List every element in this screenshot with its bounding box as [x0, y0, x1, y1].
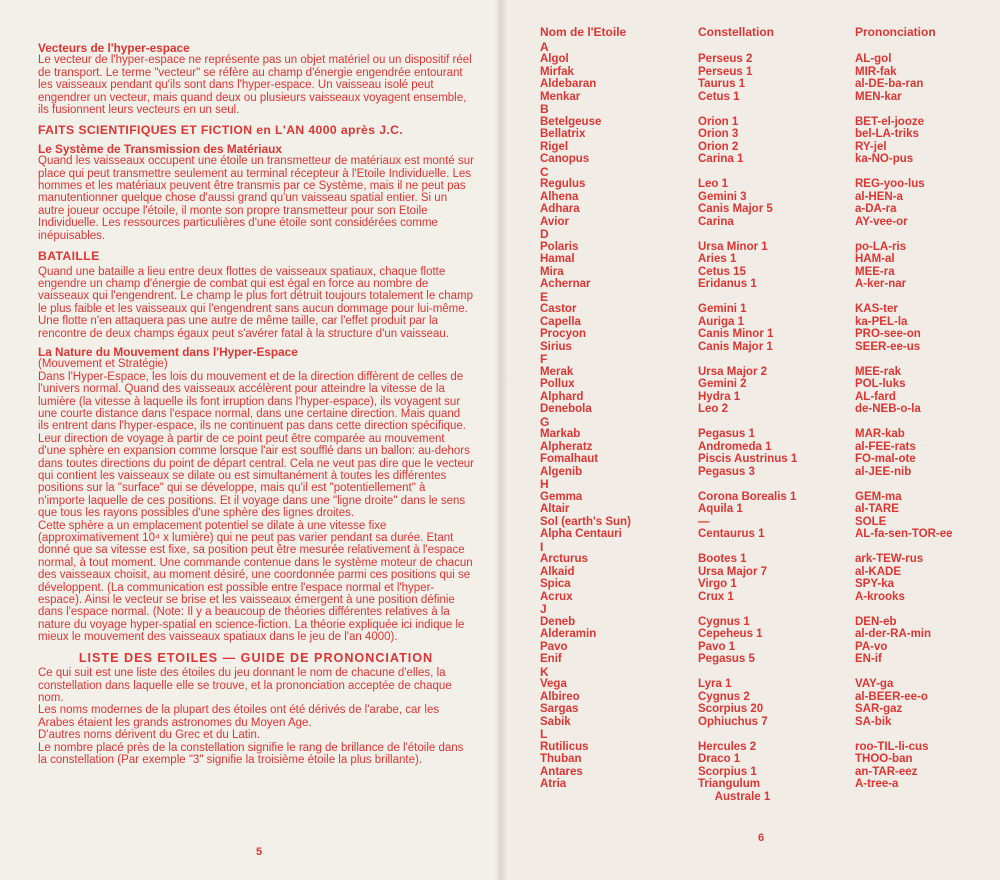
table-row: [540, 716, 980, 729]
table-row: [540, 641, 980, 654]
star-name: Gemma: [540, 490, 583, 503]
star-constellation: Orion 3: [698, 128, 739, 140]
star-constellation: Cygnus 1: [698, 615, 750, 628]
star-name: Mirfak: [540, 65, 574, 78]
table-row: [540, 528, 980, 541]
star-constellation: Ursa Major 2: [698, 365, 768, 378]
group-letter: K: [540, 664, 549, 679]
table-row: [540, 591, 980, 604]
star-pronunciation: al-JEE-nib: [855, 465, 912, 478]
letter-group-heading: [540, 291, 980, 304]
star-name: Merak: [540, 365, 574, 378]
group-letter: D: [540, 227, 549, 241]
star-pronunciation: de-NEB-o-la: [855, 403, 921, 415]
star-constellation: Perseus 1: [698, 65, 753, 78]
section-heading: BATAILLE: [38, 249, 100, 264]
letter-group-heading: [540, 228, 980, 241]
star-constellation: —: [698, 515, 710, 528]
page-number-left: 5: [256, 846, 263, 858]
table-row: [540, 216, 980, 229]
table-row: [540, 653, 980, 666]
star-pronunciation: SPY-ka: [855, 578, 894, 590]
paragraph: Quand les vaisseaux occupent une étoile un transmetteur de matériaux est monté sur place qui peut transmettre seulement au terminal récepteur à l'Etoile Individuelle. Les hommes et les matériaux peuvent être transmis par ce Système, mais il ne peut pas manutentionner quelque chose d'aussi grand qu'un vaisseau spatial entier. Si un autre joueur occupe l'étoile, il monte son propre transmetteur pour son Etoile Individuelle. Les ressources particulières d'une étoile sont considérées comme inépuisables.: [38, 155, 474, 242]
star-pronunciation: REG-yoo-lus: [855, 178, 925, 190]
star-list-table: [540, 26, 980, 803]
table-row: [540, 303, 980, 316]
star-pronunciation: A-krooks: [855, 590, 905, 603]
star-pronunciation: RY-jel: [855, 140, 887, 153]
star-pronunciation: SOLE: [855, 515, 887, 528]
table-row: [540, 766, 980, 779]
star-constellation: Auriga 1: [698, 315, 745, 328]
table-row: [540, 391, 980, 404]
table-row: [540, 191, 980, 204]
star-pronunciation: ark-TEW-rus: [855, 553, 924, 565]
star-constellation: Leo 1: [698, 178, 729, 190]
star-constellation: Draco 1: [698, 753, 741, 765]
paragraph: Ce qui suit est une liste des étoiles du jeu donnant le nom de chacune d'elles, la constellation dans laquelle elle se trouve, et la prononciation acceptée de chaque nom.: [38, 667, 452, 704]
star-name: Altair: [540, 503, 570, 515]
table-row: [540, 741, 980, 754]
star-pronunciation: MEN-kar: [855, 90, 902, 103]
star-constellation: Cepeheus 1: [698, 628, 763, 640]
star-constellation: Cygnus 2: [698, 690, 750, 703]
page-number-right: 6: [758, 832, 765, 844]
letter-group-heading: [540, 353, 980, 366]
star-name: Polaris: [540, 240, 579, 253]
star-constellation: Carina: [698, 215, 734, 228]
star-pronunciation: bel-LA-triks: [855, 128, 919, 140]
star-constellation: Aries 1: [698, 253, 737, 265]
table-row: [540, 503, 980, 516]
star-pronunciation: al-DE-ba-ran: [855, 78, 924, 90]
table-row: [540, 366, 980, 379]
star-pronunciation: al-der-RA-min: [855, 628, 932, 640]
table-row: [540, 441, 980, 454]
star-pronunciation: MIR-fak: [855, 65, 897, 78]
group-letter: G: [540, 414, 550, 429]
star-pronunciation: MEE-rak: [855, 365, 902, 378]
table-row: [540, 328, 980, 341]
paragraph: Le vecteur de l'hyper-espace ne représente pas un objet matériel ou un dispositif réel de transport. Le terme "vecteur" se réfère au champ d'énergie engendrée entourant les vaisseaux pendant qu'ils sont dans l'hyper-espace. Un vaisseau isolé peut engendrer un vecteur, mais quand deux ou plusieurs vaisseaux voyagent ensemble, ils fusionnent leurs vecteurs en un seul.: [38, 54, 472, 117]
star-constellation: Cetus 15: [698, 265, 746, 278]
star-name: Mira: [540, 265, 564, 278]
table-row: [540, 316, 980, 329]
star-name: Avior: [540, 215, 569, 228]
group-letter: H: [540, 477, 549, 491]
star-pronunciation: po-LA-ris: [855, 240, 907, 253]
star-name: Aldebaran: [540, 78, 597, 90]
group-letter: F: [540, 352, 548, 366]
star-name: Alkaid: [540, 565, 575, 578]
star-name: Betelgeuse: [540, 115, 602, 128]
star-rows: [540, 41, 980, 804]
table-row: [540, 116, 980, 129]
table-row: [540, 791, 980, 804]
star-constellation: Scorpius 1: [698, 765, 757, 778]
star-constellation: Pavo 1: [698, 640, 736, 653]
group-letter: E: [540, 289, 549, 304]
star-name: Alphard: [540, 390, 584, 403]
header-pronunciation: Prononciation: [855, 25, 936, 39]
star-name: Canopus: [540, 153, 590, 165]
letter-group-heading: [540, 541, 980, 554]
star-constellation: Hercules 2: [698, 740, 757, 753]
star-constellation: Eridanus 1: [698, 278, 757, 290]
table-row: [540, 53, 980, 66]
letter-group-heading: [540, 166, 980, 179]
star-name: Sabik: [540, 715, 571, 728]
star-constellation: Lyra 1: [698, 678, 732, 690]
star-constellation: Gemini 2: [698, 378, 747, 390]
star-constellation: Canis Minor 1: [698, 328, 774, 340]
section-subheading: Vecteurs de l'hyper-espace: [38, 41, 190, 55]
star-pronunciation: al-FEE-rats: [855, 440, 916, 453]
section-subheading: La Nature du Mouvement dans l'Hyper-Espace: [38, 344, 298, 359]
table-row: [540, 428, 980, 441]
star-name: Menkar: [540, 90, 581, 103]
star-constellation: Scorpius 20: [698, 703, 764, 715]
star-name: Acrux: [540, 590, 573, 603]
star-name: [540, 791, 689, 804]
letter-group-heading: [540, 41, 980, 54]
star-name: Achernar: [540, 278, 591, 290]
star-name: Alhena: [540, 190, 579, 203]
list-heading: LISTE DES ETOILES — GUIDE DE PRONONCIATION: [78, 650, 434, 665]
star-name: Fomalhaut: [540, 453, 599, 465]
star-name: Markab: [540, 428, 581, 440]
star-pronunciation: AL-fard: [855, 390, 896, 403]
star-constellation: Gemini 3: [698, 190, 747, 203]
star-constellation: Hydra 1: [698, 390, 741, 403]
star-constellation: Pegasus 3: [698, 465, 755, 478]
table-row: [540, 66, 980, 79]
paragraph: Les noms modernes de la plupart des étoiles ont été dérivés de l'arabe, car les Arabes étaient les grands astronomes du Moyen Age.: [38, 704, 440, 729]
table-row: [540, 516, 980, 529]
paragraph: Leur direction de voyage à partir de ce point peut être comparée au mouvement d'une sphère en expansion comme lorsque l'air est soufflé dans un ballon: au-dehors dans toutes directions du point de départ central. Cela ne veut pas dire que le vecteur qui contient les vaisseaux se dilate ou est simultanément à toutes les différentes positions sur la "surface" qui se développe, mais qu'il est "potentiellement" à n'importe laquelle de ces positions. Et il voyage dans une "ligne droite" dans le sens que tous les rayons possibles d'une sphère des lignes droites.: [38, 432, 474, 520]
star-constellation: Orion 1: [698, 115, 739, 128]
star-constellation: Carina 1: [698, 153, 744, 165]
table-row: [540, 278, 980, 291]
star-name: Capella: [540, 315, 581, 328]
star-pronunciation: ka-NO-pus: [855, 153, 914, 165]
star-constellation: Gemini 1: [698, 303, 747, 315]
star-constellation: Canis Major 1: [698, 340, 773, 353]
star-pronunciation: AL-fa-sen-TOR-ee: [855, 528, 953, 540]
star-pronunciation: AL-gol: [855, 53, 892, 65]
star-pronunciation: al-TARE: [855, 503, 899, 515]
star-constellation: Crux 1: [698, 590, 734, 603]
star-name: Sol (earth's Sun): [540, 515, 631, 528]
star-pronunciation: [862, 791, 980, 804]
star-pronunciation: VAY-ga: [855, 678, 894, 690]
star-constellation: Corona Borealis 1: [698, 490, 797, 503]
star-constellation: Orion 2: [698, 140, 739, 153]
star-name: Sargas: [540, 703, 579, 715]
star-pronunciation: SAR-gaz: [855, 703, 903, 715]
star-constellation: Australe 1: [714, 790, 771, 803]
star-constellation: Aquila 1: [698, 503, 743, 515]
star-name: Rutilicus: [540, 740, 589, 753]
star-pronunciation: A-tree-a: [855, 778, 899, 790]
table-row: [540, 203, 980, 216]
table-row: [540, 128, 980, 141]
star-name: Bellatrix: [540, 128, 586, 140]
star-constellation: Perseus 2: [698, 53, 753, 65]
star-pronunciation: AY-vee-or: [855, 215, 908, 228]
star-constellation: Centaurus 1: [698, 528, 765, 540]
table-row: [540, 378, 980, 391]
header-constellation: Constellation: [698, 25, 775, 39]
star-name: Thuban: [540, 753, 582, 765]
star-pronunciation: PA-vo: [855, 640, 888, 653]
table-row: [540, 91, 980, 104]
table-row: [540, 403, 980, 416]
star-name: Enif: [540, 653, 562, 665]
star-pronunciation: ka-PEL-la: [855, 315, 908, 328]
paragraph: (Mouvement et Stratégie): [38, 358, 168, 371]
star-pronunciation: al-HEN-a: [855, 190, 903, 203]
page-gutter: [494, 0, 508, 880]
star-name: Pavo: [540, 640, 568, 653]
letter-group-heading: [540, 103, 980, 116]
table-row: [540, 153, 980, 166]
letter-group-heading: [540, 416, 980, 429]
star-name: Alpha Centauri: [540, 528, 622, 540]
table-row: [540, 453, 980, 466]
star-pronunciation: SEER-ee-us: [855, 340, 921, 353]
star-name: Alpheratz: [540, 440, 593, 453]
star-name: Deneb: [540, 615, 576, 628]
star-name: Adhara: [540, 203, 580, 215]
table-row: [540, 178, 980, 191]
star-pronunciation: an-TAR-eez: [855, 765, 918, 778]
star-pronunciation: BET-el-jooze: [855, 115, 925, 128]
star-constellation: Ursa Minor 1: [698, 240, 768, 253]
star-name: Denebola: [540, 403, 592, 415]
table-row: [540, 703, 980, 716]
paragraph: Dans l'Hyper-Espace, les lois du mouvement et de la direction diffèrent de celles de l'univers normal. Quand des vaisseaux accélèrent pour atteindre la vitesse de la lumière (la vitesse à laquelle ils font irruption dans l'hyper-espace), ils voyagent sur une courte distance dans l'espace normal, dans une certaine direction. Mais quand ils entrent dans l'hyper-espace, ils ne continuent pas dans cette direction spécifique.: [38, 370, 466, 433]
star-name: Procyon: [540, 328, 587, 340]
table-row: [540, 241, 980, 254]
paragraph: Le nombre placé près de la constellation signifie le rang de brillance de l'étoile dans la constellation (Par exemple "3" signifie la troisième étoile la plus brillante).: [38, 741, 464, 766]
left-page-text: [38, 42, 474, 766]
star-pronunciation: GEM-ma: [855, 490, 902, 503]
table-row: [540, 578, 980, 591]
star-pronunciation: HAM-al: [855, 253, 895, 265]
star-name: Antares: [540, 765, 583, 778]
paragraph: Quand une bataille a lieu entre deux flottes de vaisseaux spatiaux, chaque flotte engendre un champ d'énergie de combat qui est égal en force au nombre de vaisseaux qui l'engendrent. Le champ le plus fort détruit toujours totalement le champ le plus faible et les vaisseaux qui l'engendrent sans aucun dommage pour lui-même. Une flotte n'en attaquera pas une autre de même taille, car l'effet produit par la rencontre de deux champs égaux peut s'avérer fatal à la structure d'un vaisseau.: [38, 265, 473, 340]
group-letter: J: [540, 602, 547, 616]
table-row: [540, 616, 980, 629]
star-name: Spica: [540, 578, 571, 590]
star-constellation: Virgo 1: [698, 578, 737, 590]
star-pronunciation: SA-bik: [855, 715, 892, 728]
letter-group-heading: [540, 728, 980, 741]
letter-group-heading: [540, 666, 980, 679]
star-constellation: Bootes 1: [698, 553, 747, 565]
star-constellation: Ophiuchus 7: [698, 715, 768, 728]
star-name: Atria: [540, 778, 567, 790]
star-constellation: Taurus 1: [698, 78, 746, 90]
star-pronunciation: THOO-ban: [855, 753, 913, 765]
star-name: Algenib: [540, 465, 583, 478]
section-heading: FAITS SCIENTIFIQUES ET FICTION en L'AN 4000 après J.C.: [38, 123, 404, 138]
group-letter: I: [540, 539, 544, 554]
star-pronunciation: al-KADE: [855, 565, 902, 578]
star-pronunciation: MAR-kab: [855, 428, 905, 440]
letter-group-heading: [540, 603, 980, 616]
star-name: Sirius: [540, 340, 572, 353]
star-constellation: Triangulum: [698, 778, 760, 790]
star-constellation: Ursa Major 7: [698, 565, 768, 578]
table-row: [540, 491, 980, 504]
table-row: [540, 566, 980, 579]
star-pronunciation: a-DA-ra: [855, 203, 897, 215]
star-constellation: Pegasus 1: [698, 428, 755, 440]
star-pronunciation: MEE-ra: [855, 265, 895, 278]
paragraph: D'autres noms dérivent du Grec et du Latin.: [38, 729, 261, 742]
table-row: [540, 553, 980, 566]
table-row: [540, 678, 980, 691]
star-name: Albireo: [540, 690, 580, 703]
star-constellation: Cetus 1: [698, 90, 740, 103]
table-row: [540, 628, 980, 641]
star-pronunciation: A-ker-nar: [855, 278, 907, 290]
table-row: [540, 341, 980, 354]
group-letter: C: [540, 164, 549, 179]
star-name: Regulus: [540, 178, 586, 190]
table-row: [540, 78, 980, 91]
star-name: Arcturus: [540, 553, 588, 565]
star-name: Alderamin: [540, 628, 597, 640]
letter-group-heading: [540, 478, 980, 491]
star-name: Vega: [540, 678, 567, 690]
star-name: Hamal: [540, 253, 575, 265]
star-pronunciation: POL-luks: [855, 378, 906, 390]
table-row: [540, 691, 980, 704]
table-row: [540, 466, 980, 479]
group-letter: L: [540, 727, 548, 741]
star-pronunciation: FO-mal-ote: [855, 453, 916, 465]
table-row: [540, 253, 980, 266]
star-pronunciation: EN-if: [855, 653, 882, 665]
section-subheading: Le Système de Transmission des Matériaux: [38, 141, 282, 156]
star-constellation: Andromeda 1: [698, 440, 772, 453]
table-row: [540, 753, 980, 766]
star-constellation: Canis Major 5: [698, 203, 773, 215]
star-pronunciation: DEN-eb: [855, 615, 897, 628]
table-row: [540, 778, 980, 791]
star-name: Algol: [540, 53, 569, 65]
group-letter: B: [540, 102, 549, 116]
table-header: [540, 26, 980, 39]
table-row: [540, 266, 980, 279]
star-pronunciation: al-BEER-ee-o: [855, 690, 928, 703]
star-name: Pollux: [540, 378, 575, 390]
paragraph: Cette sphère a un emplacement potentiel se dilate à une vitesse fixe (approximativement 10⁴ x lumière) qui ne peut pas varier pendant sa durée. Etant donné que sa vitesse est fixe, sa position peut être mesurée relativement à l'espace normal, à tout moment. Une commande contenue dans le système moteur de chacun des vaisseaux choisit, au moment désiré, une coordonnée parmi ces positions qui se développent. (La communication est possible entre l'espace normal et l'hyper-espace). Ainsi le vecteur se brise et les vaisseaux émergent à une position définie dans l'espace normal. (Note: Il y a beaucoup de théories différentes relatives à la nature du voyage hyper-spatial en science-fiction. La théorie expliquée ici indique le mieux le mouvement des vaisseaux spatiaux dans le jeu de l'an 4000).: [38, 519, 473, 644]
star-pronunciation: KAS-ter: [855, 303, 898, 315]
table-row: [540, 141, 980, 154]
star-name: Rigel: [540, 140, 569, 153]
star-pronunciation: PRO-see-on: [855, 328, 921, 340]
star-constellation: Pegasus 5: [698, 653, 755, 665]
star-constellation: Piscis Austrinus 1: [698, 453, 798, 465]
star-pronunciation: roo-TIL-li-cus: [855, 740, 929, 753]
group-letter: A: [540, 39, 549, 54]
star-constellation: Leo 2: [698, 403, 729, 415]
header-star-name: Nom de l'Etoile: [540, 25, 627, 39]
star-name: Castor: [540, 303, 577, 315]
